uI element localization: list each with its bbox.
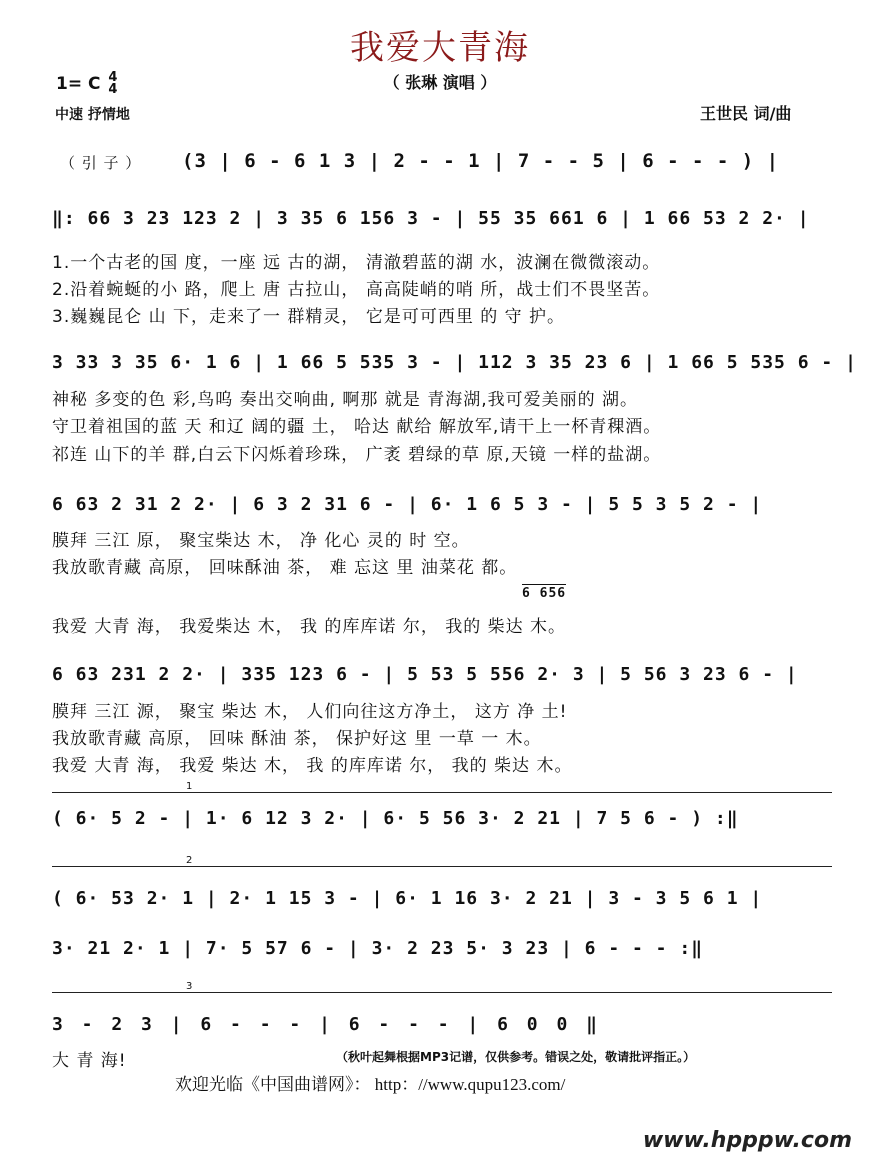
system-2-lyric-1: 神秘 多变的色 彩,鸟呜 奏出交响曲, 啊那 就是 青海湖,我可爱美丽的 湖。 bbox=[52, 390, 639, 410]
time-bottom: 4 bbox=[108, 82, 118, 97]
system-3-notes: 6 63 2 31 2 2· | 6 3 2 31 6 - | 6· 1 6 5 3 - | 5 5 3 5 2 - | bbox=[52, 494, 763, 515]
volta-bracket-1 bbox=[52, 792, 832, 793]
time-signature bbox=[108, 72, 117, 96]
system-2-notes: 3 33 3 35 6· 1 6 | 1 66 5 535 3 - | 112 3 35 23 6 | 1 66 5 535 6 - | bbox=[52, 352, 857, 373]
ending-1-notes: ( 6· 5 2 - | 1· 6 12 3 2· | 6· 5 56 3· 2 21 | 7 5 6 - ) :‖ bbox=[52, 808, 739, 829]
system-4-lyric-2: 我放歌青藏 高原， 回味 酥油 茶， 保护好这 里 一草 一 木。 bbox=[52, 729, 542, 749]
system-1-lyric-1: 1.一个古老的国 度，一座 远 古的湖， 清澈碧蓝的湖 水，波澜在微微滚动。 bbox=[52, 253, 661, 273]
intro-label: （ 引 子 ） bbox=[60, 154, 142, 172]
footer-welcome: 欢迎光临《中国曲谱网》： http：//www.qupu123.com/ bbox=[175, 1075, 566, 1094]
time-top: 4 bbox=[108, 70, 118, 85]
system-7-notes: 3· 21 2· 1 | 7· 5 57 6 - | 3· 2 23 5· 3 23 | 6 - - - :‖ bbox=[52, 938, 704, 959]
intro-notes: (3 | 6 - 6 1 3 | 2 - - 1 | 7 - - 5 | 6 - - - ) | bbox=[182, 150, 780, 172]
system-8-lyric: 大 青 海! bbox=[52, 1051, 127, 1071]
system-3-lyric-2: 我放歌青藏 高原， 回味酥油 茶， 难 忘这 里 油菜花 都。 bbox=[52, 558, 518, 578]
system-1-lyric-3: 3.巍巍昆仑 山 下，走来了一 群精灵， 它是可可西里 的 守 护。 bbox=[52, 307, 566, 327]
system-1-notes: ‖: 66 3 23 123 2 | 3 35 6 156 3 - | 55 35 661 6 | 1 66 53 2 2· | bbox=[52, 208, 810, 229]
key-label: 1= C bbox=[56, 74, 101, 94]
volta-number-1: 1 bbox=[186, 781, 193, 792]
volta-bracket-3 bbox=[52, 992, 832, 993]
system-4-notes: 6 63 231 2 2· | 335 123 6 - | 5 53 5 556 2· 3 | 5 56 3 23 6 - | bbox=[52, 664, 798, 685]
singer-credit: （ 张琳 演唱 ） bbox=[383, 73, 497, 92]
system-8-notes: 3 - 2 3 | 6 - - - | 6 - - - | 6 0 0 ‖ bbox=[52, 1014, 601, 1035]
system-2-lyric-2: 守卫着祖国的蓝 天 和辽 阔的疆 土， 哈达 献给 解放军,请干上一杯青稞酒。 bbox=[52, 417, 662, 437]
system-3-lyric-3: 我爱 大青 海， 我爱柴达 木， 我 的库库诺 尔， 我的 柴达 木。 bbox=[52, 617, 567, 637]
watermark: www.hpppw.com bbox=[642, 1128, 852, 1153]
system-3-lyric-1: 膜拜 三江 原， 聚宝柴达 木， 净 化心 灵的 时 空。 bbox=[52, 531, 470, 551]
volta-number-3: 3 bbox=[186, 981, 193, 992]
volta-bracket-2 bbox=[52, 866, 832, 867]
song-title: 我爱大青海 bbox=[350, 28, 530, 68]
system-4-lyric-1: 膜拜 三江 源， 聚宝 柴达 木， 人们向往这方净土， 这方 净 土! bbox=[52, 702, 568, 722]
system-2-lyric-3: 祁连 山下的羊 群,白云下闪烁着珍珠， 广袤 碧绿的草 原,天镜 一样的盐湖。 bbox=[52, 445, 662, 465]
system-4-lyric-3: 我爱 大青 海， 我爱 柴达 木， 我 的库库诺 尔， 我的 柴达 木。 bbox=[52, 756, 573, 776]
tempo-marking: 中速 抒情地 bbox=[55, 107, 130, 123]
key-signature bbox=[56, 72, 117, 96]
composer-credit: 王世民 词/曲 bbox=[700, 104, 792, 123]
volta-number-2: 2 bbox=[186, 855, 193, 866]
transcription-note: （秋叶起舞根据MP3记谱，仅供参考。错误之处，敬请批评指正。） bbox=[336, 1050, 696, 1064]
system-3-sub-notes: 6 656 bbox=[522, 586, 567, 601]
ending-2-notes: ( 6· 53 2· 1 | 2· 1 15 3 - | 6· 1 16 3· 2 21 | 3 - 3 5 6 1 | bbox=[52, 888, 763, 909]
system-1-lyric-2: 2.沿着蜿蜒的小 路，爬上 唐 古拉山， 高高陡峭的哨 所，战士们不畏坚苦。 bbox=[52, 280, 661, 300]
